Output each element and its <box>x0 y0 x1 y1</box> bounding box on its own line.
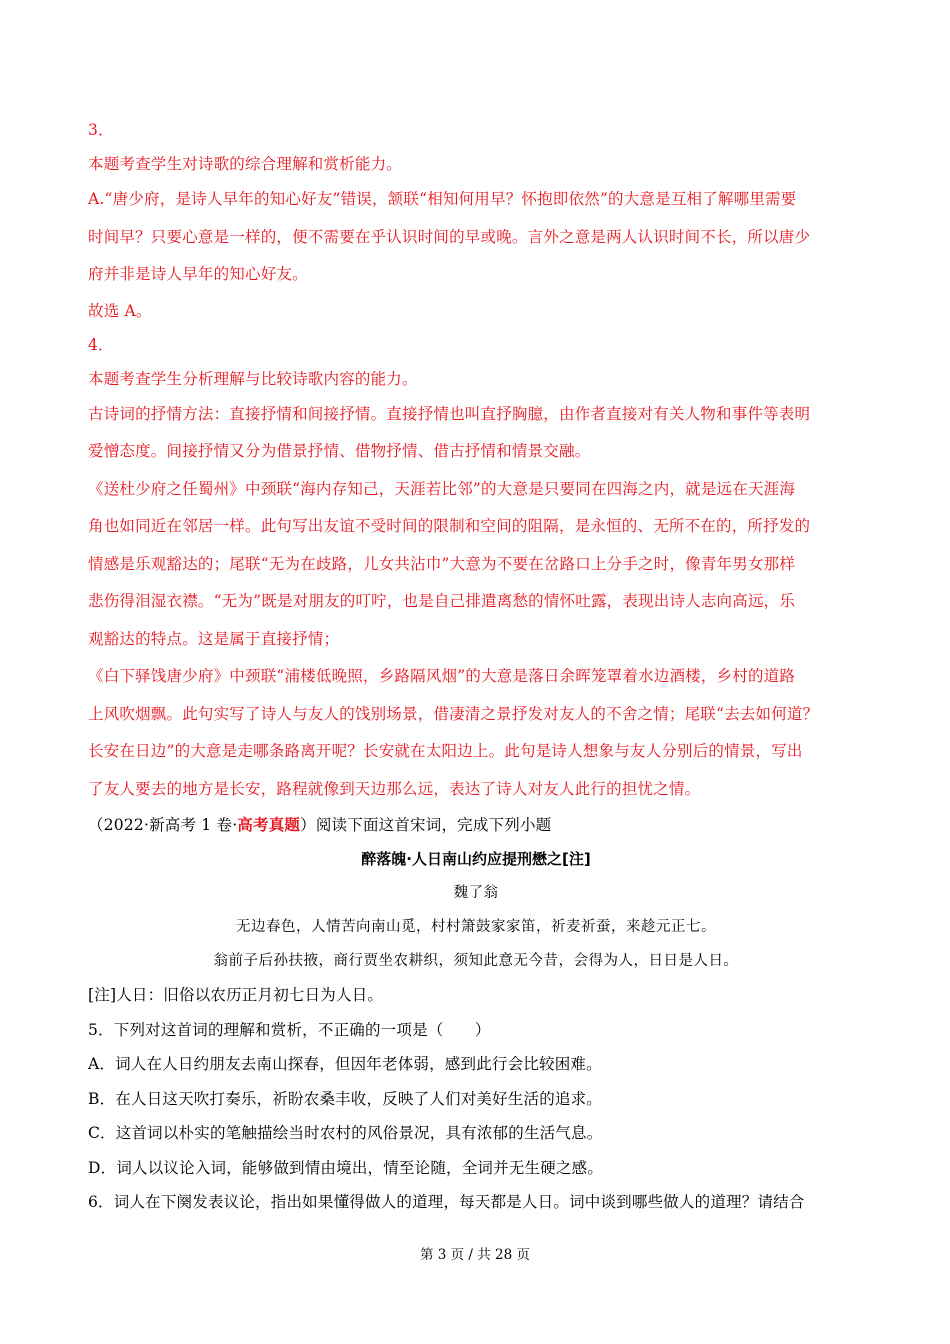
page-footer: 第 3 页 / 共 28 页 <box>419 1247 531 1263</box>
source-note-highlight: 高考真题 <box>237 815 301 834</box>
q3-intro: 本题考查学生对诗歌的综合理解和赏析能力。 <box>88 155 403 173</box>
source-note-suffix: ）阅读下面这首宋词，完成下列小题 <box>300 816 552 834</box>
q4-method-line-1: 古诗词的抒情方法：直接抒情和间接抒情。直接抒情也叫直抒胸臆，由作者直接对有关人物和事件等表明 <box>88 404 811 423</box>
source-note-prefix: （2022·新高考 1 卷· <box>88 816 238 834</box>
poem-line-1: 无边春色，人情苦向南山觅，村村箫鼓家家笛，祈麦祈蚕，来趁元正七。 <box>236 919 716 935</box>
q5-option-a: A．词人在人日约朋友去南山探春，但因年老体弱，感到此行会比较困难。 <box>88 1055 602 1073</box>
q4-poem1-line-5: 观豁达的特点。这是属于直接抒情； <box>88 629 340 648</box>
poem-line-2: 翁前子后孙扶掖，商行贾坐农耕织，须知此意无今昔，会得为人，日日是人日。 <box>213 953 739 969</box>
q3-conclusion: 故选 A。 <box>88 301 152 320</box>
q4-poem1-line-2: 角也如同近在邻居一样。此句写出友谊不受时间的限制和空间的阻隔，是永恒的、无所不在的，所抒发的 <box>88 517 811 535</box>
q4-poem1-line-1: 《送杜少府之任蜀州》中颈联“海内存知己，天涯若比邻”的大意是只要同在四海之内，就是远在天涯海 <box>88 479 796 498</box>
q5-option-b: B．在人日这天吹打奏乐，祈盼农桑丰收，反映了人们对美好生活的追求。 <box>88 1089 602 1108</box>
q3-analysis-line-3: 府并非是诗人早年的知心好友。 <box>88 265 308 283</box>
q3-number: 3． <box>88 121 114 139</box>
q3-analysis-line-1: A.“唐少府，是诗人早年的知心好友”错误，颔联“相知何用早？怀抱即依然”的大意是互相了解哪里需要 <box>88 190 797 208</box>
q4-poem1-line-3: 情感是乐观豁达的；尾联“无为在歧路，儿女共沾巾”大意为不要在岔路口上分手之时，像青年男女那样 <box>88 554 796 573</box>
poem-title: 醉落魄·人日南山约应提刑懋之[注] <box>361 850 591 868</box>
q5-option-c: C．这首词以朴实的笔触描绘当时农村的风俗景况，具有浓郁的生活气息。 <box>88 1124 603 1142</box>
q4-poem2-line-2: 上风吹烟飘。此句实写了诗人与友人的饯别场景，借凄清之景抒发对友人的不舍之情；尾联“去去如何道？ <box>88 704 819 723</box>
source-note <box>88 808 864 842</box>
q4-poem2-line-1: 《白下驿饯唐少府》中颈联“浦楼低晚照，乡路隔风烟”的大意是落日余晖笼罩着水边酒楼，乡村的道路 <box>88 667 796 685</box>
q5-option-d: D．词人以议论入词，能够做到情由境出，情至论随，全词并无生硬之感。 <box>88 1158 604 1177</box>
page-content <box>88 113 864 1220</box>
q4-number: 4． <box>88 335 114 354</box>
q5-stem: 5．下列对这首词的理解和赏析，不正确的一项是（ ） <box>88 1020 491 1039</box>
q4-poem2-line-4: 了友人要去的地方是长安，路程就像到天边那么远，表达了诗人对友人此行的担忧之情。 <box>88 779 701 798</box>
q6-stem: 6．词人在下阕发表议论，指出如果懂得做人的道理，每天都是人日。词中谈到哪些做人的道理？请结合 <box>88 1193 805 1211</box>
poem-author: 魏了翁 <box>453 885 499 901</box>
q4-poem1-line-4: 悲伤得泪湿衣襟。“无为”既是对朋友的叮咛，也是自己排遣离愁的情怀吐露，表现出诗人志向高远，乐 <box>88 592 796 610</box>
q4-method-line-2: 爱憎态度。间接抒情又分为借景抒情、借物抒情、借古抒情和情景交融。 <box>88 442 591 460</box>
q4-poem2-line-3: 长安在日边”的大意是走哪条路离开呢？长安就在太阳边上。此句是诗人想象与友人分别后的情景，写出 <box>88 742 803 760</box>
q3-analysis-line-2: 时间早？只要心意是一样的，便不需要在乎认识时间的早或晚。言外之意是两人认识时间不长，所以唐少 <box>88 227 811 246</box>
q4-intro: 本题考查学生分析理解与比较诗歌内容的能力。 <box>88 369 418 388</box>
poem-note: [注]人日：旧俗以农历正月初七日为人日。 <box>88 986 384 1004</box>
